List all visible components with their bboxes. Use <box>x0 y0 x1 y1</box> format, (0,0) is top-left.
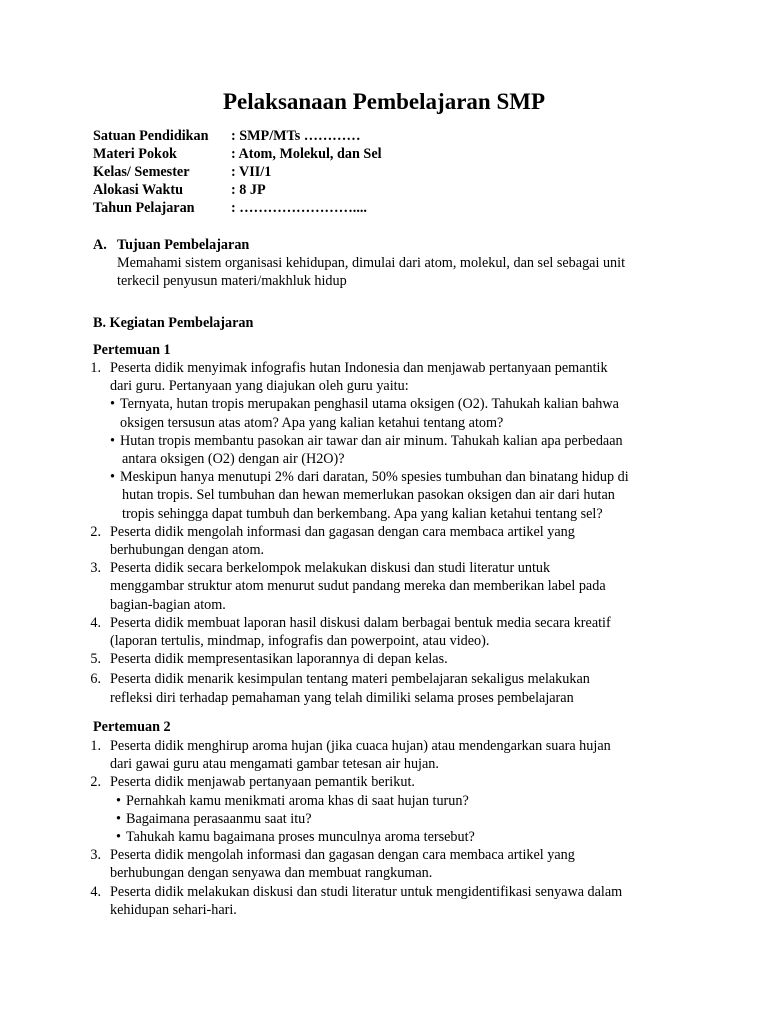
bullet-icon: • <box>116 810 121 827</box>
pertemuan-2-list <box>81 737 681 919</box>
item-line: (laporan tertulis, mindmap, infografis dan powerpoint, atau video). <box>110 633 490 650</box>
section-title: Tujuan Pembelajaran <box>117 237 250 253</box>
item-line: dari gawai guru atau mengamati gambar tetesan air hujan. <box>110 756 439 773</box>
item-line: berhubungan dengan atom. <box>110 542 265 559</box>
bullet-item <box>110 395 681 431</box>
meta-value: : Atom, Molekul, dan Sel <box>231 146 382 162</box>
item-line: Peserta didik secara berkelompok melakukan diskusi dan studi literatur untuk <box>110 560 551 577</box>
bullet-line: Hutan tropis membantu pasokan air tawar dan air minum. Tahukah kalian apa perbedaan <box>120 432 623 449</box>
meta-row-materi <box>93 145 382 163</box>
bullet-icon: • <box>116 792 121 809</box>
meta-row-kelas <box>93 163 382 181</box>
meta-row-satuan <box>93 127 382 145</box>
item-line: menggambar struktur atom menurut sudut pandang mereka dan memberikan label pada <box>110 578 606 595</box>
list-number: 3. <box>90 560 101 577</box>
list-item <box>81 650 681 668</box>
list-number: 6. <box>90 671 101 688</box>
bullet-icon: • <box>116 829 121 846</box>
section-body <box>93 254 677 290</box>
item-line: Peserta didik mengolah informasi dan gagasan dengan cara membaca artikel yang <box>110 523 575 540</box>
meta-label: Satuan Pendidikan <box>93 128 209 144</box>
bullet-item <box>116 810 681 828</box>
meta-label: Materi Pokok <box>93 146 177 162</box>
document-title: Pelaksanaan Pembelajaran SMP <box>223 89 545 114</box>
bullet-icon: • <box>110 396 115 413</box>
bullet-icon: • <box>110 469 115 486</box>
list-number: 2. <box>90 523 101 540</box>
list-item <box>81 737 681 773</box>
bullet-item <box>110 468 681 523</box>
list-item <box>81 846 681 882</box>
list-item <box>81 773 681 846</box>
item-line: Peserta didik menarik kesimpulan tentang materi pembelajaran sekaligus melakukan <box>110 671 590 688</box>
list-number: 2. <box>90 774 101 791</box>
list-number: 3. <box>90 847 101 864</box>
meta-label: Kelas/ Semester <box>93 164 190 180</box>
bullet-line: antara oksigen (O2) dengan air (H2O)? <box>122 451 345 468</box>
item-line: Peserta didik menyimak infografis hutan Indonesia dan menjawab pertanyaan pemantik <box>110 360 608 376</box>
bullet-icon: • <box>110 432 115 449</box>
section-letter: A. <box>93 237 107 253</box>
bullet-line: Meskipun hanya menutupi 2% dari daratan, 50% spesies tumbuhan dan binatang hidup di <box>120 469 629 486</box>
item-line: bagian-bagian atom. <box>110 596 226 613</box>
bullet-item <box>110 432 681 468</box>
item-line: dari guru. Pertanyaan yang diajukan oleh guru yaitu: <box>110 378 409 395</box>
list-number: 1. <box>90 360 101 376</box>
body-line: terkecil penyusun materi/makhluk hidup <box>117 273 347 290</box>
body-line: Memahami sistem organisasi kehidupan, dimulai dari atom, molekul, dan sel sebagai unit <box>117 255 626 272</box>
list-item <box>81 523 681 559</box>
meta-row-alokasi <box>93 181 382 199</box>
meta-value: : SMP/MTs ………… <box>231 128 361 144</box>
item-line: Peserta didik mengolah informasi dan gagasan dengan cara membaca artikel yang <box>110 847 575 864</box>
meta-table <box>93 127 382 217</box>
bullet-item <box>116 792 681 810</box>
list-number: 5. <box>90 651 101 668</box>
meta-value: : …………………….... <box>231 200 367 216</box>
item-line: Peserta didik menghirup aroma hujan (jika cuaca hujan) atau mendengarkan suara hujan <box>110 738 611 754</box>
section-heading <box>93 236 677 254</box>
pertemuan-2-title: Pertemuan 2 <box>93 719 171 735</box>
list-item <box>81 883 681 919</box>
pertemuan-1-list <box>81 359 681 707</box>
item-line: berhubungan dengan senyawa dan membuat rangkuman. <box>110 865 433 882</box>
item-line: kehidupan sehari-hari. <box>110 901 237 918</box>
meta-label: Tahun Pelajaran <box>93 200 195 216</box>
section-tujuan <box>93 236 677 291</box>
bullet-item <box>116 828 681 846</box>
item-line: Peserta didik melakukan diskusi dan studi literatur untuk mengidentifikasi senyawa dalam <box>110 883 623 900</box>
item-line: refleksi diri terhadap pemahaman yang telah dimiliki selama proses pembelajaran <box>110 689 574 706</box>
bullet-line: Tahukah kamu bagaimana proses munculnya aroma tersebut? <box>126 829 475 846</box>
bullet-line: tropis sehingga dapat tumbuh dan berkembang. Apa yang kalian ketahui tentang sel? <box>122 505 603 522</box>
meta-value: : 8 JP <box>231 182 266 198</box>
item-line: Peserta didik membuat laporan hasil diskusi dalam berbagai bentuk media secara kreatif <box>110 614 611 631</box>
list-number: 4. <box>90 614 101 631</box>
bullet-line: hutan tropis. Sel tumbuhan dan hewan memerlukan pasokan oksigen dan air dari hutan <box>122 487 615 504</box>
bullet-line: Bagaimana perasaanmu saat itu? <box>126 810 312 827</box>
list-number: 4. <box>90 883 101 900</box>
meta-value: : VII/1 <box>231 164 272 180</box>
item-line: Peserta didik menjawab pertanyaan pemantik berikut. <box>110 774 415 791</box>
list-item <box>81 670 681 706</box>
list-item <box>81 559 681 614</box>
meta-row-tahun <box>93 199 382 217</box>
section-kegiatan-heading: B. Kegiatan Pembelajaran <box>93 315 254 331</box>
item-line: Peserta didik mempresentasikan laporannya di depan kelas. <box>110 651 448 668</box>
list-item <box>81 359 681 523</box>
bullet-line: Pernahkah kamu menikmati aroma khas di saat hujan turun? <box>126 792 469 809</box>
meta-label: Alokasi Waktu <box>93 182 184 198</box>
list-number: 1. <box>90 738 101 754</box>
bullet-line: oksigen tersusun atas atom? Apa yang kalian ketahui tentang atom? <box>120 414 504 431</box>
pertemuan-1-title: Pertemuan 1 <box>93 342 171 358</box>
list-item <box>81 614 681 650</box>
bullet-line: Ternyata, hutan tropis merupakan penghasil utama oksigen (O2). Tahukah kalian bahwa <box>120 396 619 413</box>
